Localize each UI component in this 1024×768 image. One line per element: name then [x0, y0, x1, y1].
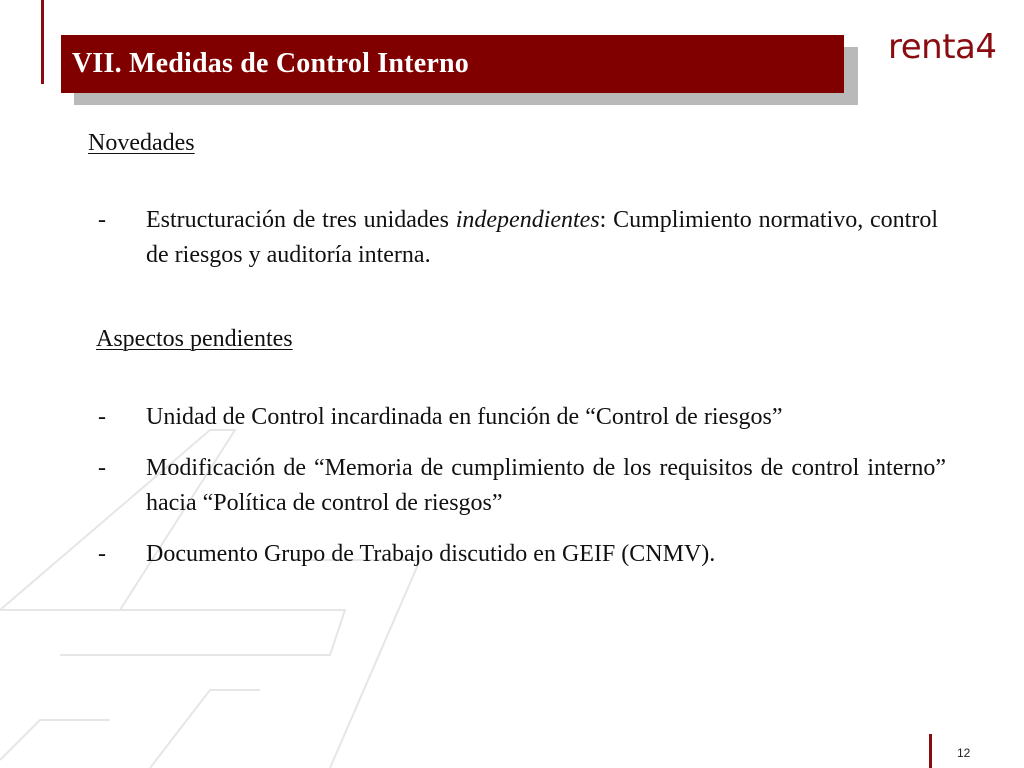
list-item	[96, 451, 946, 521]
footer-accent-rule	[929, 734, 932, 768]
heading-novedades: Novedades	[88, 130, 195, 156]
page-number: 12	[957, 746, 971, 760]
bullet-dash: -	[98, 455, 106, 481]
bullet-dash: -	[98, 207, 106, 233]
renta4-logo	[888, 22, 998, 72]
list-item	[96, 537, 946, 572]
title-banner	[61, 35, 844, 93]
bullet-dash: -	[98, 541, 106, 567]
item-text: Modificación de “Memoria de cumplimiento de los requisitos de control interno” hacia “Política de control de riesgos”	[146, 455, 946, 516]
item-text: Unidad de Control incardinada en función de “Control de riesgos”	[146, 404, 783, 430]
item-text: Documento Grupo de Trabajo discutido en GEIF (CNMV).	[146, 541, 716, 567]
list-item	[96, 203, 938, 273]
left-accent-rule	[41, 0, 44, 84]
item-text: Estructuración de tres unidades independientes: Cumplimiento normativo, control de riesgos y auditoría interna.	[146, 207, 939, 268]
bullet-dash: -	[98, 404, 106, 430]
list-item	[96, 400, 946, 435]
logo-text: renta4	[888, 27, 997, 67]
heading-aspectos-pendientes: Aspectos pendientes	[96, 326, 293, 352]
slide-title: VII. Medidas de Control Interno	[72, 48, 469, 79]
